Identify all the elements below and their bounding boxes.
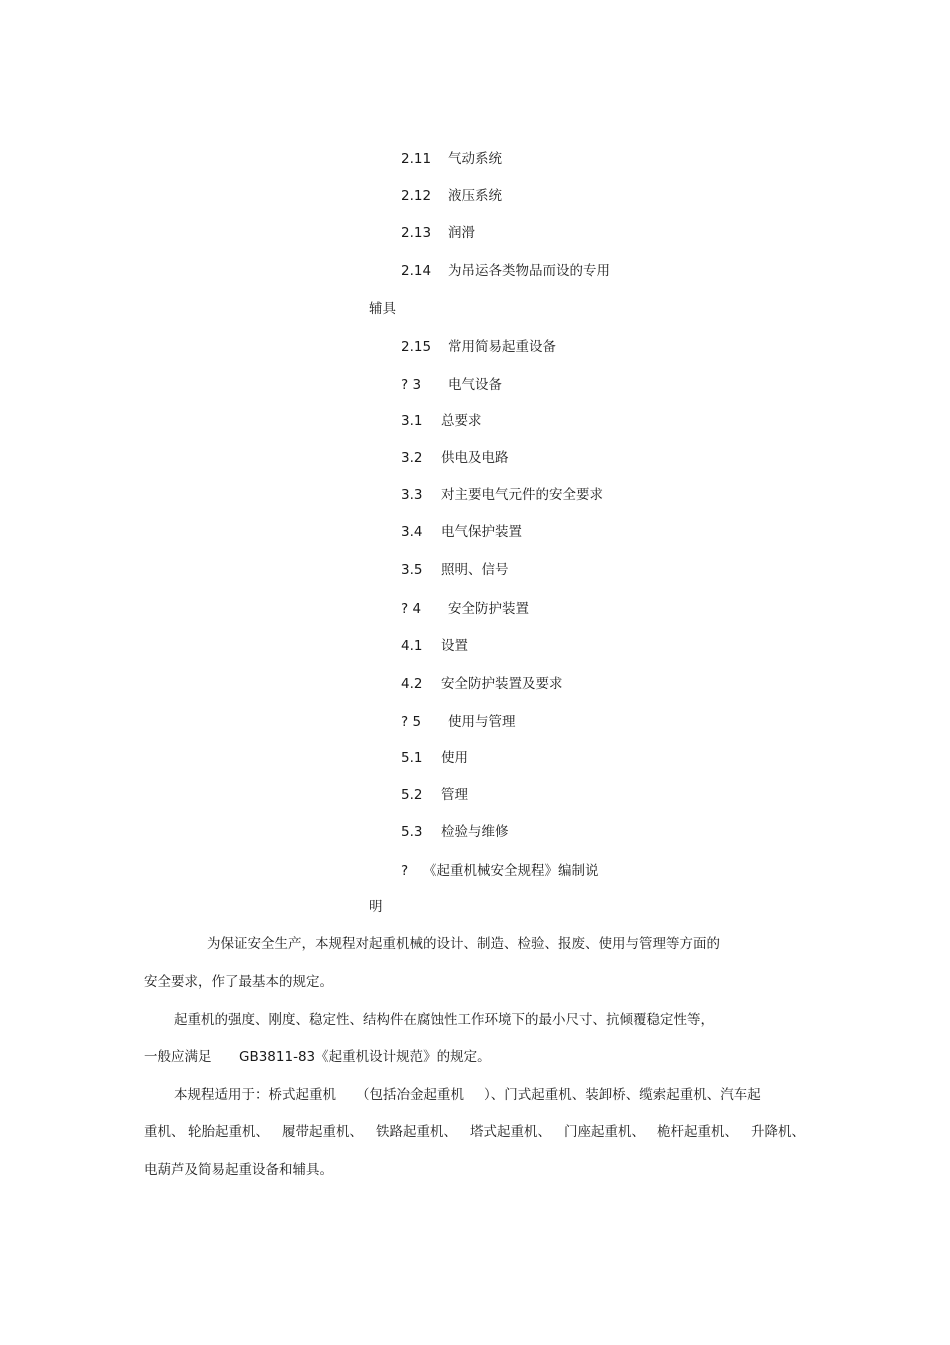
toc-text: 使用: [441, 750, 468, 766]
toc-text: 供电及电路: [441, 450, 509, 466]
paragraph-text: （包括冶金起重机: [356, 1087, 464, 1103]
paragraph-text: 铁路起重机、: [376, 1124, 457, 1140]
paragraph-text: 升降机、: [751, 1124, 805, 1140]
toc-number: ? 5: [401, 714, 422, 730]
toc-line-2-15: [401, 338, 556, 356]
toc-text: 安全防护装置: [448, 601, 529, 617]
toc-line-5-2: [401, 786, 468, 804]
toc-line-5-1: [401, 749, 468, 767]
toc-line-3: [401, 376, 502, 394]
toc-text: 电气设备: [448, 377, 502, 393]
toc-number: 2.15: [401, 339, 432, 355]
toc-text: 电气保护装置: [441, 524, 522, 540]
toc-line-4: [401, 600, 529, 618]
toc-number: 5.3: [401, 824, 423, 840]
toc-text: 润滑: [448, 225, 475, 241]
toc-text: 安全防护装置及要求: [441, 676, 563, 692]
toc-line-2-14: [401, 262, 610, 280]
toc-line-5: [401, 713, 516, 731]
toc-line-3-2: [401, 449, 509, 467]
paragraph-text: 电葫芦及简易起重设备和辅具。: [144, 1162, 333, 1178]
paragraph-text: 起重机的强度、刚度、稳定性、结构件在腐蚀性工作环境下的最小尺寸、抗倾覆稳定性等，: [174, 1012, 714, 1028]
toc-text: 明: [369, 899, 383, 915]
toc-line-2-12: [401, 187, 502, 205]
toc-line-4-1: [401, 637, 468, 655]
toc-line-explanation-cont: [369, 898, 383, 916]
toc-number: 3.5: [401, 562, 423, 578]
toc-text: 管理: [441, 787, 468, 803]
toc-line-5-3: [401, 823, 509, 841]
toc-number: 3.1: [401, 413, 423, 429]
toc-text: 总要求: [441, 413, 482, 429]
toc-text: 常用简易起重设备: [448, 339, 556, 355]
toc-number: 3.3: [401, 487, 423, 503]
toc-number: ? 4: [401, 601, 422, 617]
toc-text: 照明、信号: [441, 562, 509, 578]
toc-number: ?: [401, 863, 409, 879]
paragraph-text: 重机、: [144, 1124, 185, 1140]
paragraph-text: GB3811-83《起重机设计规范》的规定。: [239, 1049, 491, 1065]
toc-line-3-3: [401, 486, 603, 504]
paragraph-text: 本规程适用于：桥式起重机: [174, 1087, 336, 1103]
toc-text: 对主要电气元件的安全要求: [441, 487, 603, 503]
toc-text: 《起重机械安全规程》编制说: [423, 863, 599, 879]
toc-number: 4.1: [401, 638, 423, 654]
toc-line-3-4: [401, 523, 522, 541]
toc-number: 5.1: [401, 750, 423, 766]
toc-number: 2.14: [401, 263, 432, 279]
paragraph-text: 一般应满足: [144, 1049, 212, 1065]
toc-number: 2.11: [401, 151, 432, 167]
toc-text: 辅具: [369, 301, 396, 317]
toc-number: 2.13: [401, 225, 432, 241]
toc-text: 气动系统: [448, 151, 502, 167]
paragraph-text: 安全要求，作了最基本的规定。: [144, 974, 333, 990]
toc-number: ? 3: [401, 377, 422, 393]
toc-number: 4.2: [401, 676, 423, 692]
toc-line-2-11: [401, 150, 502, 168]
toc-line-2-14-cont: [369, 300, 396, 318]
toc-text: 为吊运各类物品而设的专用: [448, 263, 610, 279]
toc-line-3-1: [401, 412, 482, 430]
paragraph-text: 桅杆起重机、: [657, 1124, 738, 1140]
toc-line-2-13: [401, 224, 475, 242]
toc-number: 2.12: [401, 188, 432, 204]
toc-text: 检验与维修: [441, 824, 509, 840]
toc-number: 3.4: [401, 524, 423, 540]
toc-number: 5.2: [401, 787, 423, 803]
toc-text: 液压系统: [448, 188, 502, 204]
paragraph-text: 轮胎起重机、: [188, 1124, 269, 1140]
toc-line-4-2: [401, 675, 563, 693]
paragraph-text: 履带起重机、: [282, 1124, 363, 1140]
toc-line-explanation: [401, 862, 599, 880]
paragraph-text: ）、门式起重机、装卸桥、缆索起重机、汽车起: [484, 1087, 761, 1103]
paragraph-text: 塔式起重机、: [470, 1124, 551, 1140]
paragraph-text: 门座起重机、: [564, 1124, 645, 1140]
toc-text: 设置: [441, 638, 468, 654]
toc-number: 3.2: [401, 450, 423, 466]
paragraph-text: 为保证安全生产，本规程对起重机械的设计、制造、检验、报废、使用与管理等方面的: [207, 936, 720, 952]
toc-line-3-5: [401, 561, 509, 579]
toc-text: 使用与管理: [448, 714, 516, 730]
